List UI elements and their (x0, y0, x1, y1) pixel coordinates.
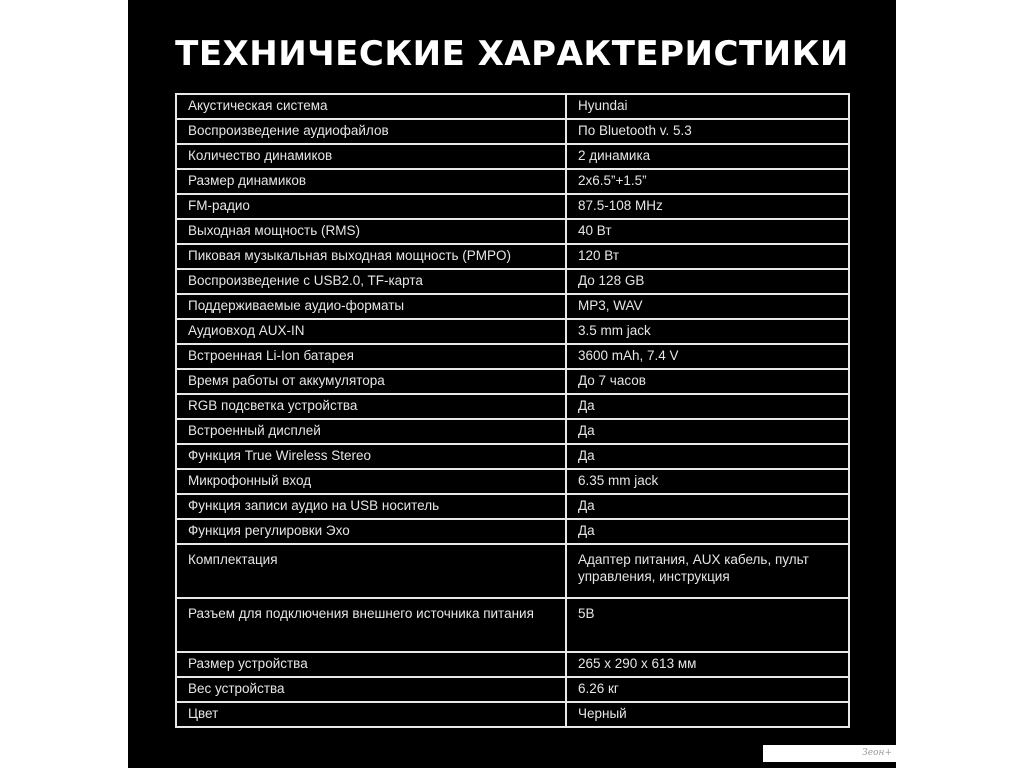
spec-value: 40 Вт (566, 219, 849, 244)
spec-sheet-panel (128, 0, 896, 768)
spec-name: Аудиовход AUX-IN (176, 319, 566, 344)
table-row (176, 494, 849, 519)
table-row (176, 369, 849, 394)
spec-value: 2x6.5”+1.5” (566, 169, 849, 194)
table-row (176, 519, 849, 544)
spec-value: 2 динамика (566, 144, 849, 169)
table-row (176, 702, 849, 727)
table-row (176, 677, 849, 702)
spec-name: Встроенный дисплей (176, 419, 566, 444)
spec-value: 5В (566, 598, 849, 652)
table-row (176, 219, 849, 244)
table-row (176, 244, 849, 269)
spec-name: Пиковая музыкальная выходная мощность (PMPO) (176, 244, 566, 269)
table-row (176, 544, 849, 598)
spec-value: 6.26 кг (566, 677, 849, 702)
spec-value: 3600 mAh, 7.4 V (566, 344, 849, 369)
spec-name: Цвет (176, 702, 566, 727)
spec-value: До 7 часов (566, 369, 849, 394)
spec-value: До 128 GB (566, 269, 849, 294)
table-row (176, 94, 849, 119)
spec-value: Hyundai (566, 94, 849, 119)
table-row (176, 294, 849, 319)
table-row (176, 144, 849, 169)
spec-value: Адаптер питания, AUX кабель, пульт управления, инструкция (566, 544, 849, 598)
spec-name: RGB подсветка устройства (176, 394, 566, 419)
spec-name: Разъем для подключения внешнего источника питания (176, 598, 566, 652)
spec-name: Функция записи аудио на USB носитель (176, 494, 566, 519)
spec-value: 6.35 mm jack (566, 469, 849, 494)
spec-value: 265 x 290 x 613 мм (566, 652, 849, 677)
table-row (176, 469, 849, 494)
spec-value: Да (566, 494, 849, 519)
spec-name: Размер устройства (176, 652, 566, 677)
spec-name: Микрофонный вход (176, 469, 566, 494)
table-row (176, 194, 849, 219)
spec-name: Количество динамиков (176, 144, 566, 169)
spec-value: 87.5-108 MHz (566, 194, 849, 219)
spec-name: Воспроизведение с USB2.0, TF-карта (176, 269, 566, 294)
spec-value: 3.5 mm jack (566, 319, 849, 344)
spec-name: Поддерживаемые аудио-форматы (176, 294, 566, 319)
watermark-logo: Зеон+ (763, 745, 896, 762)
page-title: ТЕХНИЧЕСКИЕ ХАРАКТЕРИСТИКИ (175, 34, 849, 74)
table-row (176, 344, 849, 369)
spec-name: Время работы от аккумулятора (176, 369, 566, 394)
table-row (176, 598, 849, 652)
spec-value: MP3, WAV (566, 294, 849, 319)
table-row (176, 319, 849, 344)
spec-value: Да (566, 394, 849, 419)
spec-name: Функция True Wireless Stereo (176, 444, 566, 469)
spec-name: Комплектация (176, 544, 566, 598)
spec-value: Да (566, 519, 849, 544)
table-row (176, 419, 849, 444)
spec-name: FM-радио (176, 194, 566, 219)
table-row (176, 119, 849, 144)
table-row (176, 652, 849, 677)
spec-table (175, 93, 850, 728)
spec-name: Акустическая система (176, 94, 566, 119)
spec-value: 120 Вт (566, 244, 849, 269)
spec-value: По Bluetooth v. 5.3 (566, 119, 849, 144)
spec-value: Да (566, 419, 849, 444)
spec-value: Да (566, 444, 849, 469)
spec-name: Вес устройства (176, 677, 566, 702)
spec-name: Размер динамиков (176, 169, 566, 194)
spec-value: Черный (566, 702, 849, 727)
table-row (176, 444, 849, 469)
table-row (176, 169, 849, 194)
table-row (176, 269, 849, 294)
spec-name: Воспроизведение аудиофайлов (176, 119, 566, 144)
spec-name: Встроенная Li-Ion батарея (176, 344, 566, 369)
spec-name: Функция регулировки Эхо (176, 519, 566, 544)
spec-name: Выходная мощность (RMS) (176, 219, 566, 244)
table-row (176, 394, 849, 419)
